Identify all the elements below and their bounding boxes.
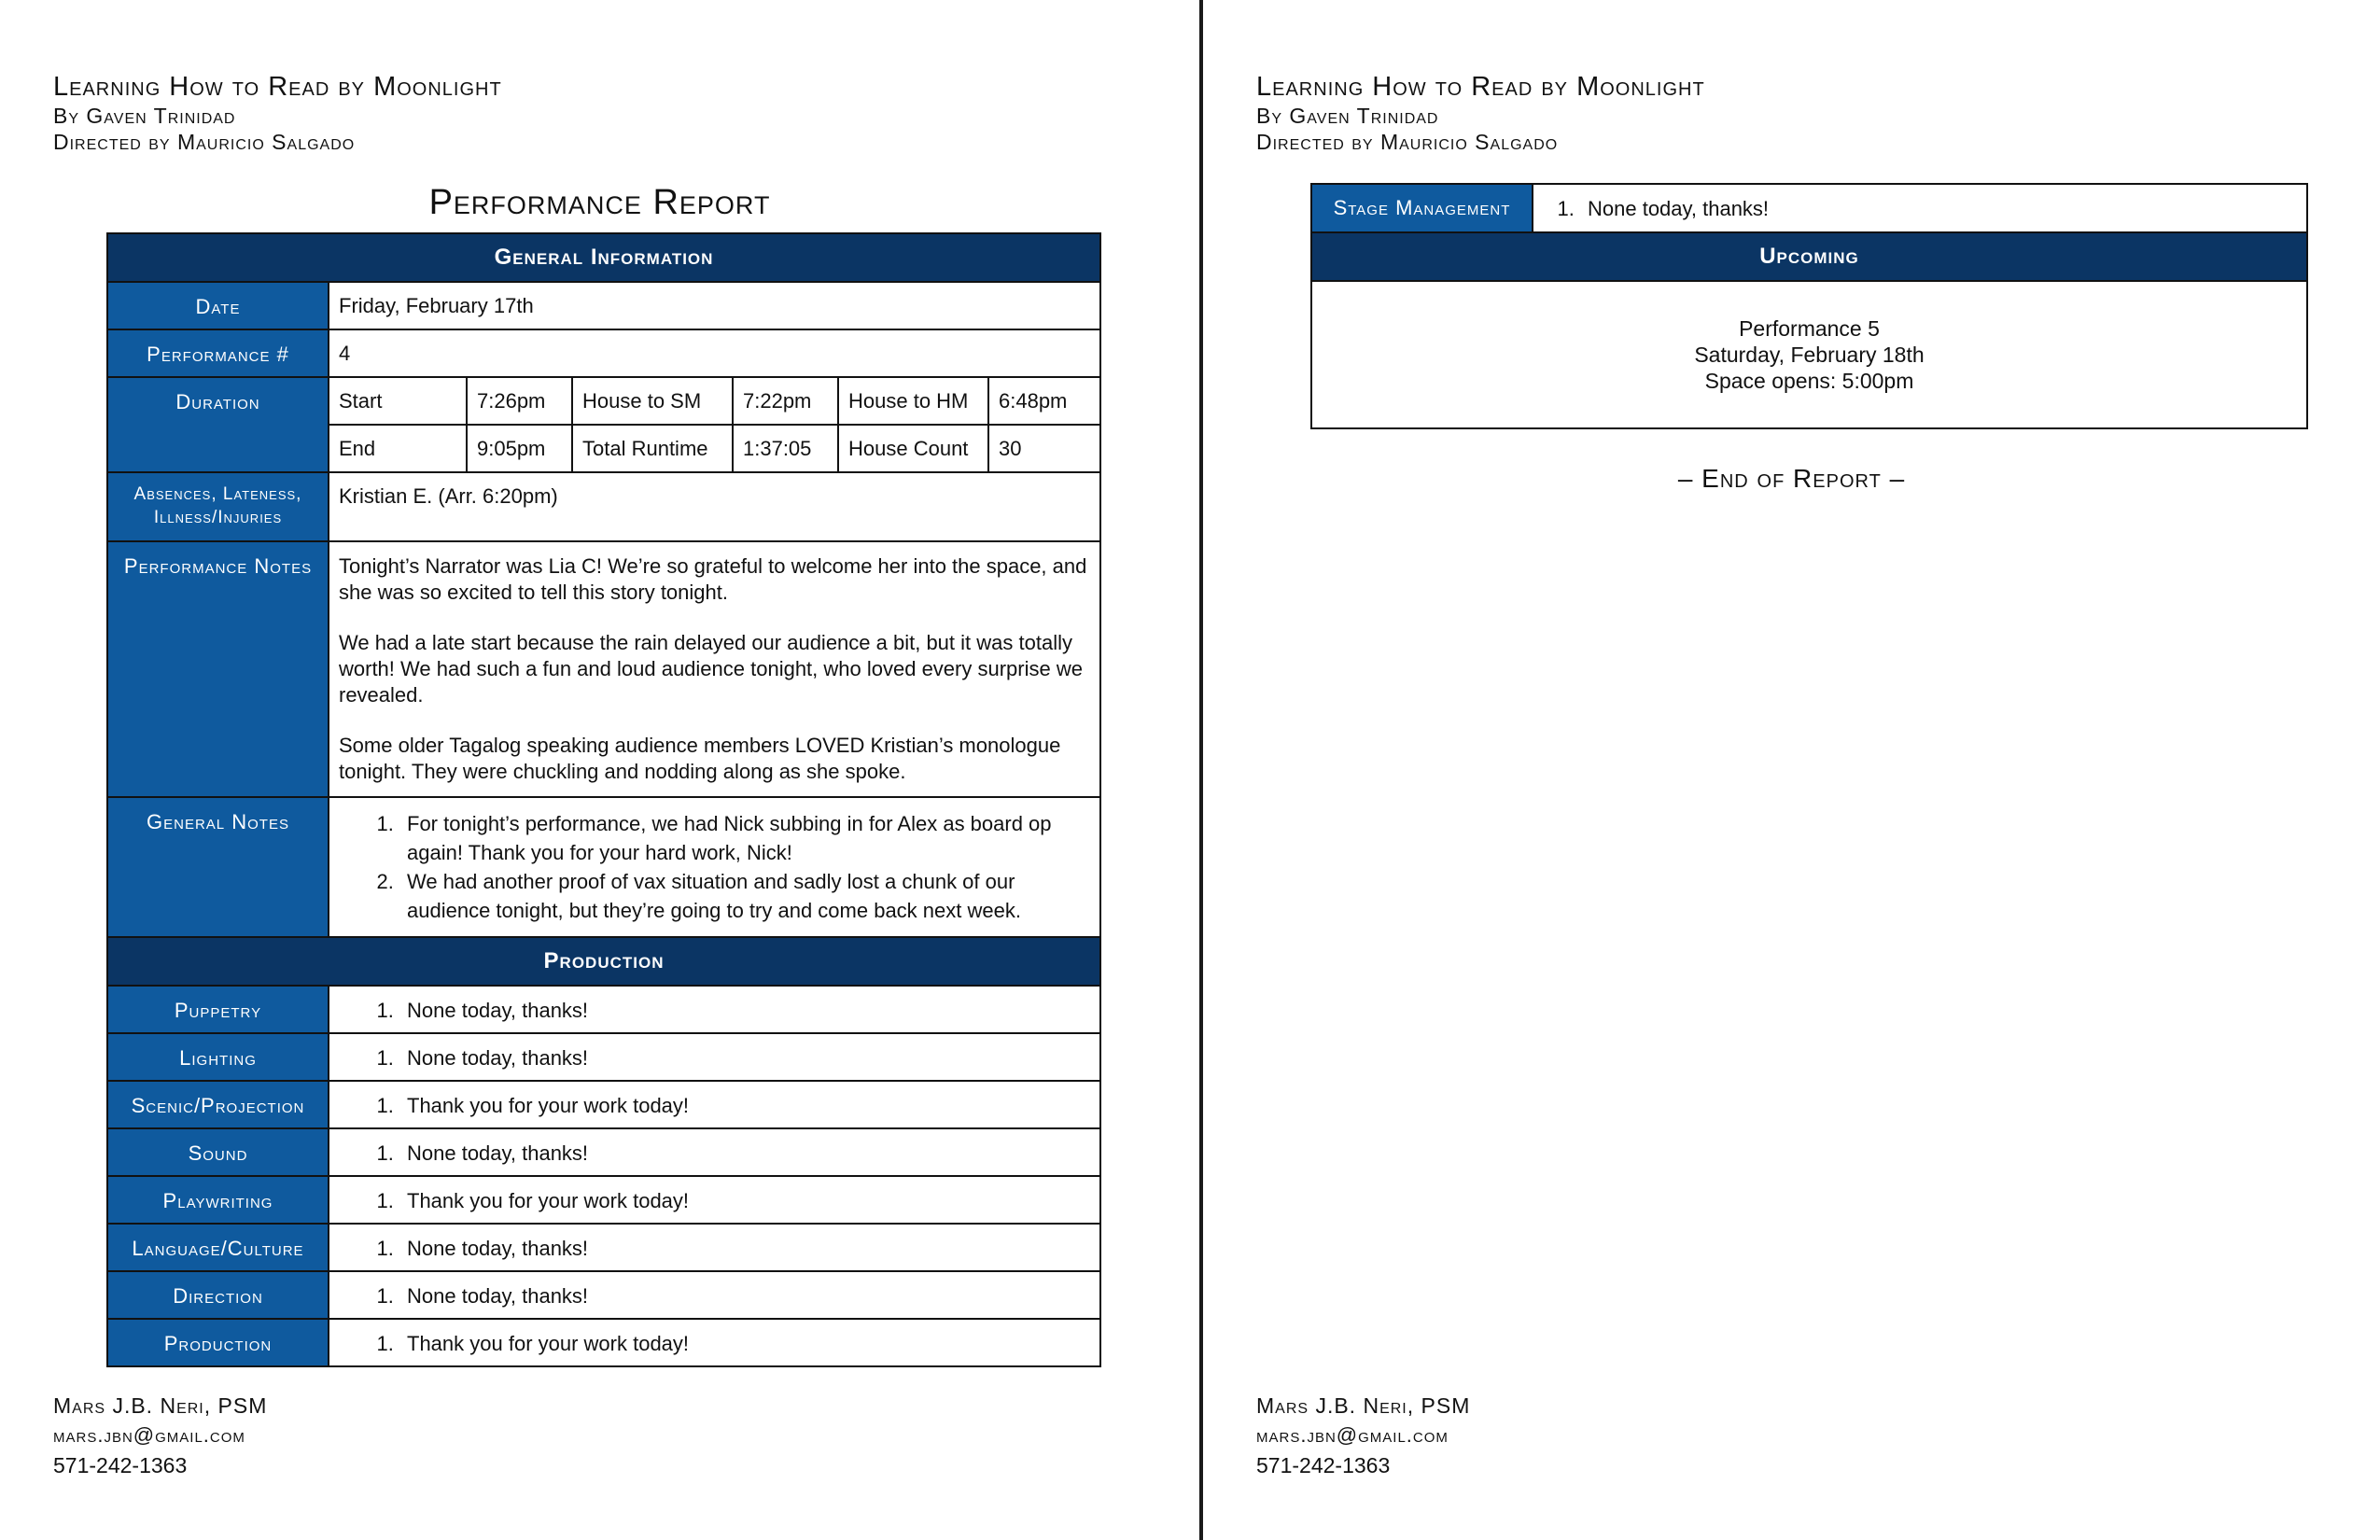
house-to-hm-label: House to HM xyxy=(838,377,988,425)
document-header xyxy=(1256,71,1705,155)
absences-label-line1: Absences, Lateness, xyxy=(133,484,302,504)
total-runtime-value: 1:37:05 xyxy=(733,425,838,472)
end-value: 9:05pm xyxy=(467,425,572,472)
upcoming-performance: Performance 5 xyxy=(1739,316,1880,341)
general-notes-label: General Notes xyxy=(107,797,329,937)
production-notes xyxy=(329,1319,1100,1366)
stage-management-label: Stage Management xyxy=(1311,184,1533,232)
start-value: 7:26pm xyxy=(467,377,572,425)
house-to-sm-value: 7:22pm xyxy=(733,377,838,425)
play-title: Learning How to Read by Moonlight xyxy=(53,72,502,102)
performance-note-paragraph: Some older Tagalog speaking audience members LOVED Kristian’s monologue tonight. They were chuckling and nodding along as she spoke. xyxy=(339,734,1061,783)
performance-note-paragraph: Tonight’s Narrator was Lia C! We’re so grateful to welcome her into the space, and she was so excited to tell this story tonight. xyxy=(339,554,1087,604)
play-director: Directed by Mauricio Salgado xyxy=(1256,130,1559,154)
end-label: End xyxy=(329,425,467,472)
lighting-notes xyxy=(329,1033,1100,1081)
contact-phone: 571-242-1363 xyxy=(53,1453,188,1477)
general-info-header: General Information xyxy=(107,233,1100,282)
house-to-sm-label: House to SM xyxy=(572,377,733,425)
performance-number-label: Performance # xyxy=(107,329,329,377)
upcoming-date: Saturday, February 18th xyxy=(1694,343,1925,367)
absences-label xyxy=(107,472,329,541)
start-label: Start xyxy=(329,377,467,425)
direction-notes xyxy=(329,1271,1100,1319)
absences-label-line2: Illness/Injuries xyxy=(153,508,283,527)
contact-footer xyxy=(53,1391,267,1480)
performance-note-paragraph: We had a late start because the rain delayed our audience a bit, but it was totally worth! We had such a fun and loud audience tonight, who loved every surprise we revealed. xyxy=(339,631,1083,707)
production-header: Production xyxy=(107,937,1100,986)
contact-name: Mars J.B. Neri, PSM xyxy=(53,1393,268,1418)
general-note-item: 1. For tonight’s performance, we had Nick subbing in for Alex as board op again! Thank you for your hard work, Nick! xyxy=(399,809,1088,867)
performance-notes-label: Performance Notes xyxy=(107,541,329,797)
end-of-report: – End of Report – xyxy=(1677,464,1906,493)
playwriting-notes xyxy=(329,1176,1100,1224)
total-runtime-label: Total Runtime xyxy=(572,425,733,472)
contact-email: mars.jbn@gmail.com xyxy=(53,1423,245,1447)
document-header xyxy=(53,71,502,155)
house-to-hm-value: 6:48pm xyxy=(988,377,1100,425)
note-item: 1. None today, thanks! xyxy=(399,1139,1088,1168)
play-director: Directed by Mauricio Salgado xyxy=(53,130,356,154)
contact-phone: 571-242-1363 xyxy=(1256,1453,1391,1477)
language-culture-label: Language/Culture xyxy=(107,1224,329,1271)
note-item: 1. Thank you for your work today! xyxy=(399,1186,1088,1215)
note-item: 1. Thank you for your work today! xyxy=(399,1329,1088,1358)
performance-number-value: 4 xyxy=(329,329,1100,377)
house-count-value: 30 xyxy=(988,425,1100,472)
upcoming-details xyxy=(1311,281,2307,428)
play-title: Learning How to Read by Moonlight xyxy=(1256,72,1705,102)
note-item: 1. None today, thanks! xyxy=(1580,194,2295,223)
note-item: 1. None today, thanks! xyxy=(399,1281,1088,1310)
upcoming-header: Upcoming xyxy=(1311,232,2307,281)
contact-footer xyxy=(1256,1391,1470,1480)
note-item: 1. None today, thanks! xyxy=(399,996,1088,1025)
note-item: 1. None today, thanks! xyxy=(399,1043,1088,1072)
upcoming-space-opens: Space opens: 5:00pm xyxy=(1704,369,1914,393)
report-page-2 xyxy=(1203,0,2380,1540)
scenic-projection-label: Scenic/Projection xyxy=(107,1081,329,1128)
general-note-item: 2. We had another proof of vax situation and sadly lost a chunk of our audience tonight, but they’re going to try and come back next week. xyxy=(399,867,1088,925)
stage-management-notes xyxy=(1533,184,2307,232)
note-item: 1. Thank you for your work today! xyxy=(399,1091,1088,1120)
direction-label: Direction xyxy=(107,1271,329,1319)
contact-name: Mars J.B. Neri, PSM xyxy=(1256,1393,1471,1418)
contact-email: mars.jbn@gmail.com xyxy=(1256,1423,1449,1447)
general-notes xyxy=(329,797,1100,937)
report-table xyxy=(106,232,1101,1367)
sound-notes xyxy=(329,1128,1100,1176)
scenic-projection-notes xyxy=(329,1081,1100,1128)
play-author: By Gaven Trinidad xyxy=(1256,104,1439,128)
performance-notes xyxy=(329,541,1100,797)
house-count-label: House Count xyxy=(838,425,988,472)
lighting-label: Lighting xyxy=(107,1033,329,1081)
production-label: Production xyxy=(107,1319,329,1366)
date-value: Friday, February 17th xyxy=(329,282,1100,329)
play-author: By Gaven Trinidad xyxy=(53,104,236,128)
puppetry-label: Puppetry xyxy=(107,986,329,1033)
note-item: 1. None today, thanks! xyxy=(399,1234,1088,1263)
date-label: Date xyxy=(107,282,329,329)
report-title: Performance Report xyxy=(428,183,771,222)
continuation-table xyxy=(1310,183,2308,429)
duration-label: Duration xyxy=(107,377,329,472)
language-culture-notes xyxy=(329,1224,1100,1271)
sound-label: Sound xyxy=(107,1128,329,1176)
puppetry-notes xyxy=(329,986,1100,1033)
absences-value: Kristian E. (Arr. 6:20pm) xyxy=(329,472,1100,541)
playwriting-label: Playwriting xyxy=(107,1176,329,1224)
